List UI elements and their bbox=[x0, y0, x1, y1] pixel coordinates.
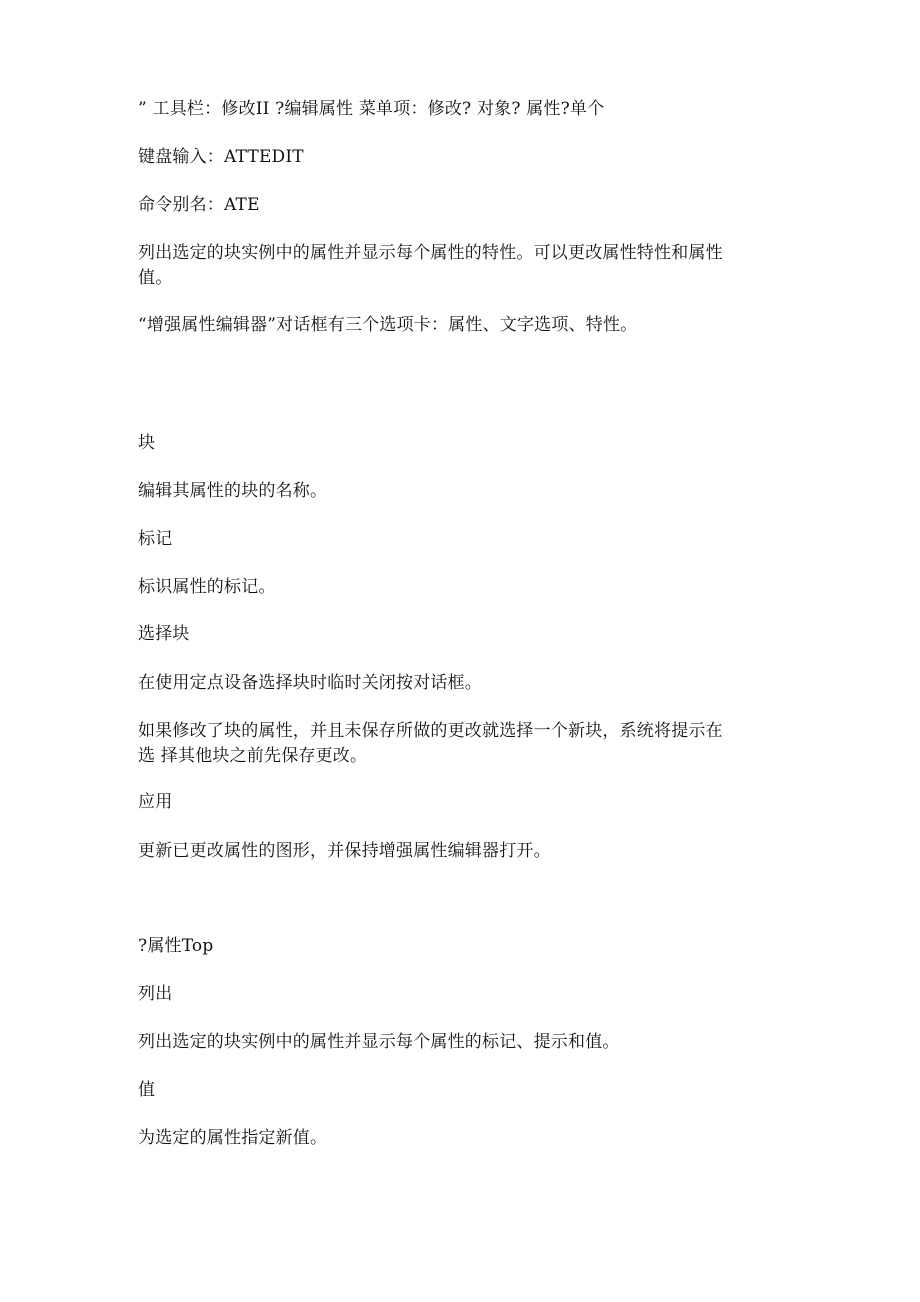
heading-attribute-top: ?属性Top bbox=[138, 936, 214, 956]
heading-block: 块 bbox=[138, 433, 156, 453]
select-block-description: 在使用定点设备选择块时临时关闭按对话框。 bbox=[138, 673, 482, 693]
heading-list: 列出 bbox=[138, 984, 173, 1004]
heading-apply: 应用 bbox=[138, 792, 173, 812]
heading-tag: 标记 bbox=[138, 529, 173, 549]
dialog-tabs-intro: “增强属性编辑器”对话框有三个选项卡：属性、文字选项、特性。 bbox=[138, 315, 638, 335]
select-block-note-2: 选 择其他块之前先保存更改。 bbox=[138, 746, 368, 766]
description-line-1: 列出选定的块实例中的属性并显示每个属性的特性。可以更改属性特性和属性 bbox=[138, 243, 723, 263]
select-block-note-1: 如果修改了块的属性，并且未保存所做的更改就选择一个新块，系统将提示在 bbox=[138, 721, 723, 741]
list-description: 列出选定的块实例中的属性并显示每个属性的标记、提示和值。 bbox=[138, 1032, 620, 1052]
heading-select-block: 选择块 bbox=[138, 624, 190, 644]
value-description: 为选定的属性指定新值。 bbox=[138, 1128, 328, 1148]
command-alias-line: 命令别名：ATE bbox=[138, 195, 260, 215]
heading-value: 值 bbox=[138, 1080, 156, 1100]
toolbar-menu-line: ” 工具栏：修改II ?编辑属性 菜单项：修改? 对象? 属性?单个 bbox=[138, 99, 605, 119]
description-line-2: 值。 bbox=[138, 268, 173, 288]
keyboard-input-line: 键盘输入：ATTEDIT bbox=[138, 147, 304, 167]
tag-description: 标识属性的标记。 bbox=[138, 577, 276, 597]
apply-description: 更新已更改属性的图形，并保持增强属性编辑器打开。 bbox=[138, 841, 551, 861]
block-description: 编辑其属性的块的名称。 bbox=[138, 481, 328, 501]
